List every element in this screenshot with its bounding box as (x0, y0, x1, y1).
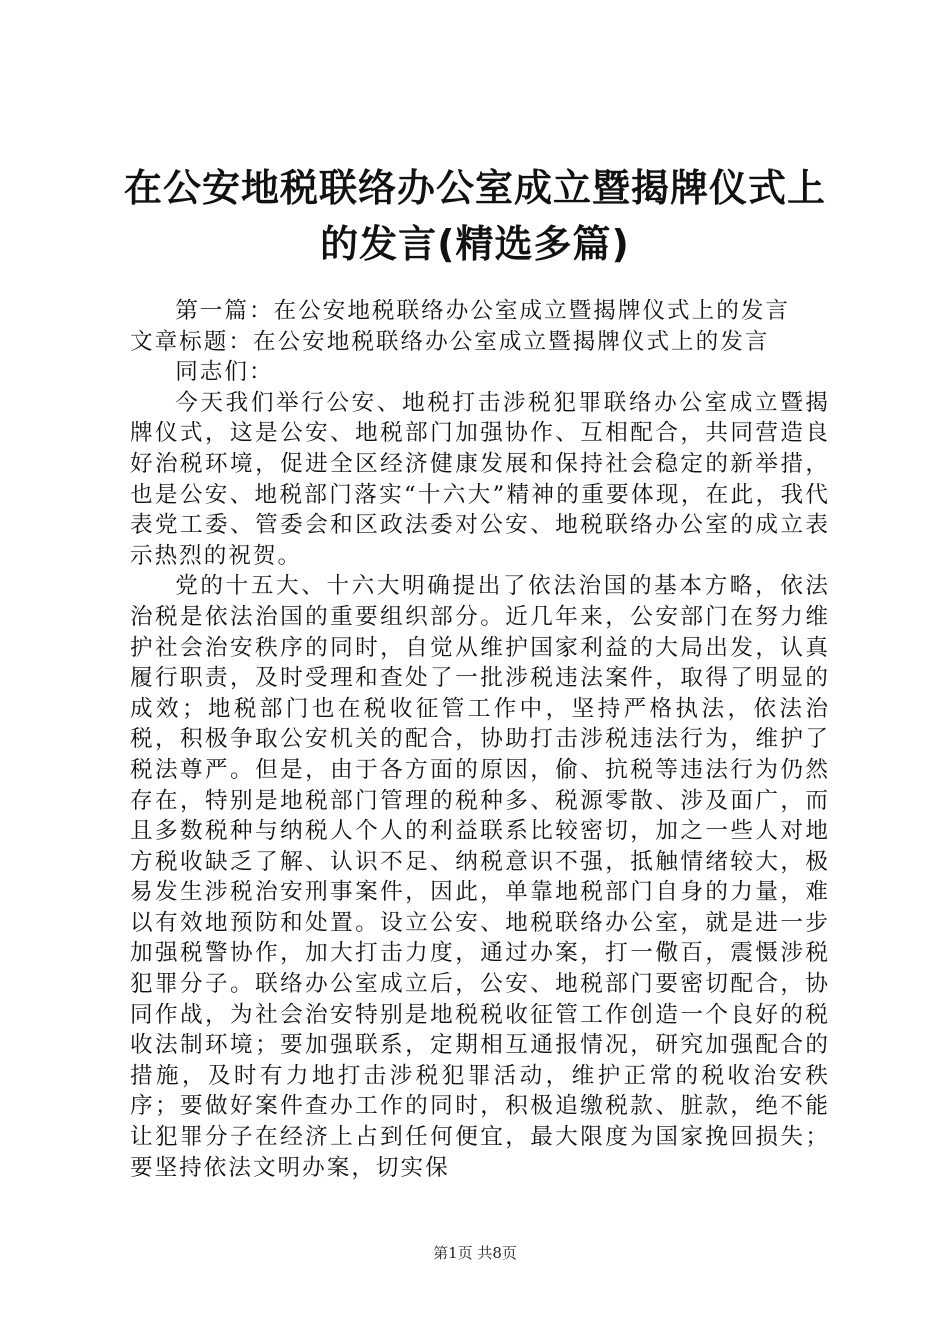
paragraph-salutation: 同志们： (175, 359, 274, 386)
paragraph-article-title: 文章标题：在公安地税联络办公室成立暨揭牌仪式上的发言 (130, 328, 770, 355)
document-body (130, 296, 830, 1183)
page-number-footer: 第1页 共8页 (433, 1244, 517, 1262)
paragraph-chapter-heading: 第一篇：在公安地税联络办公室成立暨揭牌仪式上的发言 (175, 298, 791, 324)
document-title: 在公安地税联络办公室成立暨揭牌仪式上的发言(精选多篇) (123, 166, 826, 266)
paragraph-body-2: 党的十五大、十六大明确提出了依法治国的基本方略，依法治税是依法治国的重要组织部分。近几年来，公安部门在努力维护社会治安秩序的同时，自觉从维护国家利益的大局出发，认真履行职责，及时受理和查处了一批涉税违法案件，取得了明显的成效；地税部门也在税收征管工作中，坚持严格执法，依法治税，积极争取公安机关的配合，协助打击涉税违法行为，维护了税法尊严。但是，由于各方面的原因，偷、抗税等违法行为仍然存在，特别是地税部门管理的税种多、税源零散、涉及面广，而且多数税种与纳税人个人的利益联系比较密切，加之一些人对地方税收缺乏了解、认识不足、纳税意识不强，抵触情绪较大，极易发生涉税治安刑事案件，因此，单靠地税部门自身的力量，难以有效地预防和处置。设立公安、地税联络办公室，就是进一步加强税警协作，加大打击力度，通过办案，打一儆百，震慑涉税犯罪分子。联络办公室成立后，公安、地税部门要密切配合，协同作战，为社会治安特别是地税税收征管工作创造一个良好的税收法制环境；要加强联系，定期相互通报情况，研究加强配合的措施，及时有力地打击涉税犯罪活动，维护正常的税收治安秩序；要做好案件查办工作的同时，积极追缴税款、脏款，绝不能让犯罪分子在经济上占到任何便宜，最大限度为国家挽回损失；要坚持依法文明办案，切实保 (130, 573, 830, 1181)
paragraph-body-1: 今天我们举行公安、地税打击涉税犯罪联络办公室成立暨揭牌仪式，这是公安、地税部门加强协作、互相配合，共同营造良好治税环境，促进全区经济健康发展和保持社会稳定的新举措，也是公安、地税部门落实“十六大”精神的重要体现，在此，我代表党工委、管委会和区政法委对公安、地税联络办公室的成立表示热烈的祝贺。 (130, 389, 830, 569)
